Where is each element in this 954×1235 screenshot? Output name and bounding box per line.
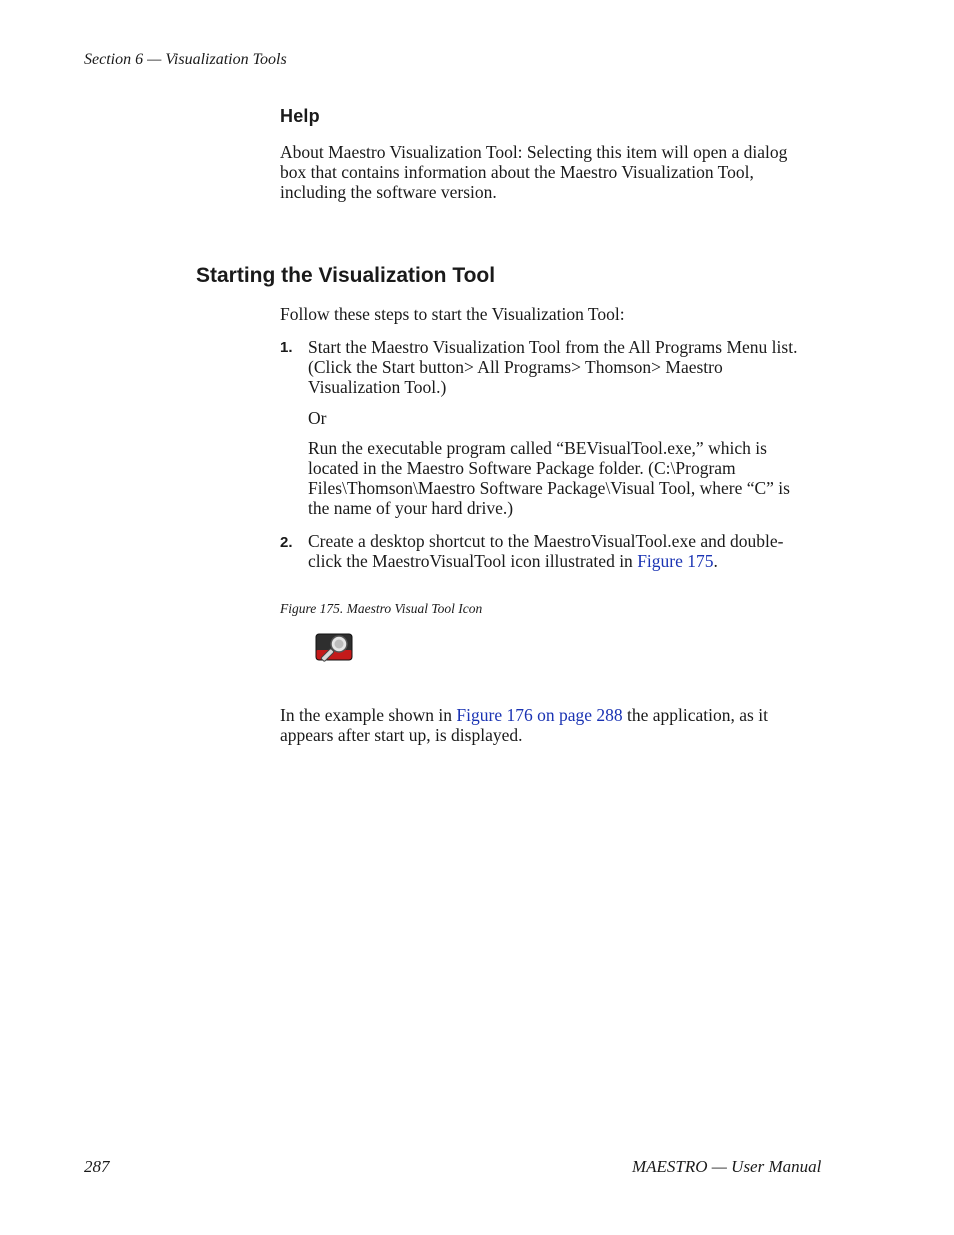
section-heading: Starting the Visualization Tool — [196, 264, 496, 287]
help-heading: Help — [280, 106, 320, 126]
figure-176-link[interactable]: Figure 176 on page 288 — [456, 705, 623, 725]
step-1-alt-line-3: Files\Thomson\Maestro Software Package\Visual Tool, where “C” is — [308, 478, 790, 498]
help-paragraph — [280, 142, 840, 202]
help-line-1: About Maestro Visualization Tool: Selecting this item will open a dialog — [280, 142, 788, 162]
help-line-2: box that contains information about the Maestro Visualization Tool, — [280, 162, 754, 182]
outro-post: the application, as it — [622, 705, 768, 725]
step-1-or: Or — [308, 408, 327, 428]
outro-line-1 — [280, 705, 840, 725]
step-2-text — [308, 531, 838, 571]
step-1-alternative — [308, 438, 848, 518]
outro-line-2: appears after start up, is displayed. — [280, 725, 523, 745]
step-1-alt-line-4: the name of your hard drive.) — [308, 498, 514, 518]
running-header: Section 6 — Visualization Tools — [84, 51, 287, 68]
outro-paragraph — [280, 705, 840, 745]
step-2-line-2-pre: click the MaestroVisualTool icon illustrated in — [308, 551, 638, 571]
figure-caption: Figure 175. Maestro Visual Tool Icon — [280, 601, 483, 616]
step-2-line-2-post: . — [713, 551, 718, 571]
step-1-alt-line-2: located in the Maestro Software Package folder. (C:\Program — [308, 458, 736, 478]
outro-pre: In the example shown in — [280, 705, 457, 725]
page-number: 287 — [84, 1157, 110, 1176]
step-1-alt-line-1: Run the executable program called “BEVisualTool.exe,” which is — [308, 438, 767, 458]
figure-175-link[interactable]: Figure 175 — [637, 551, 714, 571]
step-2-number: 2. — [280, 534, 293, 551]
step-2-line-1: Create a desktop shortcut to the MaestroVisualTool.exe and double- — [308, 531, 784, 551]
maestro-visual-tool-icon — [315, 630, 355, 664]
step-2-line-2 — [308, 551, 838, 571]
step-1-line-2: (Click the Start button> All Programs> Thomson> Maestro — [308, 357, 723, 377]
step-1-number: 1. — [280, 339, 293, 356]
help-line-3: including the software version. — [280, 182, 497, 202]
step-1-text — [308, 337, 848, 397]
intro-paragraph: Follow these steps to start the Visualization Tool: — [280, 304, 625, 324]
manual-title: MAESTRO — User Manual — [632, 1157, 822, 1176]
step-1-line-1: Start the Maestro Visualization Tool from the All Programs Menu list. — [308, 337, 798, 357]
step-1-line-3: Visualization Tool.) — [308, 377, 447, 397]
